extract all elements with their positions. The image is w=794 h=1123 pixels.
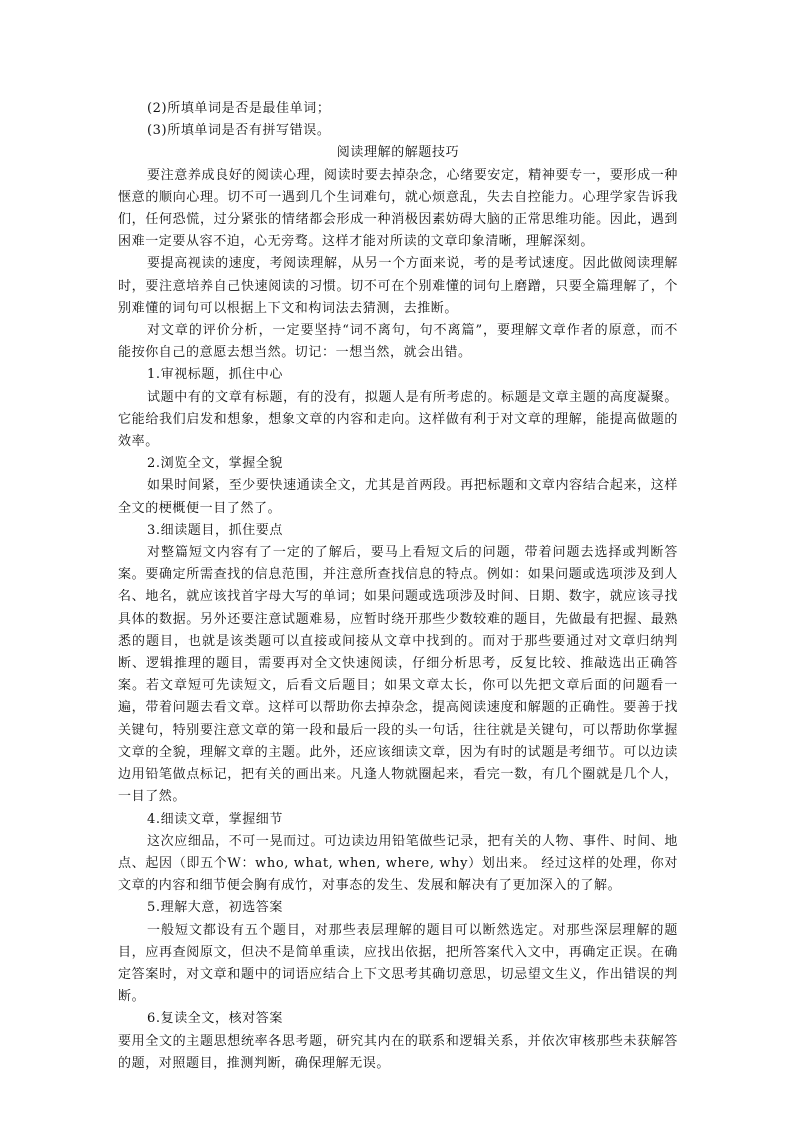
intro-paragraph-2: 要提高视读的速度，考阅读理解，从另一个方面来说，考的是考试速度。因此做阅读理解时，要注意培养自己快速阅读的习惯。切不可在个别难懂的词句上磨蹭，只要全篇理解了，个别难懂的词句可以根据上下文和构词法去猜测，去推断。 bbox=[118, 256, 678, 316]
document-page bbox=[118, 98, 678, 1075]
section-title: 阅读理解的解题技巧 bbox=[336, 145, 460, 161]
criterion-3: (3)所填单词是否有拼写错误。 bbox=[147, 123, 331, 139]
tip-heading-6: 6.复读全文，核对答案 bbox=[147, 1011, 284, 1027]
tip-heading-3: 3.细读题目，抓住要点 bbox=[147, 522, 284, 538]
intro-paragraph-3: 对文章的评价分析，一定要坚持“词不离句，句不离篇”，要理解文章作者的原意，而不能按你自己的意愿去想当然。切记：一想当然，就会出错。 bbox=[118, 323, 678, 361]
intro-paragraph-1: 要注意养成良好的阅读心理，阅读时要去掉杂念，心绪要安定，精神要专一，要形成一种惬意的顺向心理。切不可一遇到几个生词难句，就心烦意乱，失去自控能力。心理学家告诉我们，任何恐慌，过分紧张的情绪都会形成一种消极因素妨碍大脑的正常思维功能。因此，遇到困难一定要从容不迫，心无旁骛。这样才能对所读的文章印象清晰，理解深刻。 bbox=[118, 167, 678, 250]
tip-body-3: 对整篇短文内容有了一定的了解后，要马上看短文后的问题，带着问题去选择或判断答案。要确定所需查找的信息范围，并注意所查找信息的特点。例如：如果问题或选项涉及到人名、地名，就应该找首字母大写的单词；如果问题或选项涉及时间、日期、数字，就应该寻找具体的数据。另外还要注意试题难易，应暂时绕开那些少数较难的题目，先做最有把握、最熟悉的题目，也就是该类题可以直接或间接从文章中找到的。而对于那些要通过对文章归纳判断、逻辑推理的题目，需要再对全文快速阅读，仔细分析思考，反复比较、推敲选出正确答案。若文章短可先读短文，后看文后题目；如果文章太长，你可以先把文章后面的问题看一遍，带着问题去看文章。这样可以帮助你去掉杂念，提高阅读速度和解题的正确性。要善于找关键句，特别要注意文章的第一段和最后一段的头一句话，往往就是关键句，可以帮助你掌握文章的全貌，理解文章的主题。此外，还应该细读文章，因为有时的试题是考细节。可以边读边用铅笔做点标记，把有关的画出来。凡逢人物就圈起来，看完一数，有几个圈就是几个人，一目了然。 bbox=[118, 545, 678, 805]
criterion-2: (2)所填单词是否是最佳单词； bbox=[147, 101, 331, 116]
tip-body-6: 要用全文的主题思想统率各思考题，研究其内在的联系和逻辑关系，并依次审核那些未获解答的题，对照题目，推测判断，确保理解无误。 bbox=[118, 1033, 678, 1071]
tip-heading-1: 1.审视标题，抓住中心 bbox=[147, 367, 284, 383]
tip-heading-4: 4.细读文章，掌握细节 bbox=[147, 811, 284, 827]
tip-body-1: 试题中有的文章有标题，有的没有，拟题人是有所考虑的。标题是文章主题的高度凝聚。它能给我们启发和想象，想象文章的内容和走向。这样做有利于对文章的理解，能提高做题的效率。 bbox=[118, 389, 678, 450]
tip-body-2: 如果时间紧，至少要快速通读全文，尤其是首两段。再把标题和文章内容结合起来，这样全文的梗概便一目了然了。 bbox=[118, 478, 678, 516]
tip-body-4: 这次应细品，不可一晃而过。可边读边用铅笔做些记录，把有关的人物、事件、时间、地点、起因（即五个W：who, what, when, where, why）划出来。 经过这样的处理，你对文章的内容和细节便会胸有成竹，对事态的发生、发展和解决有了更加深入的了解。 bbox=[118, 833, 678, 894]
tip-heading-2: 2.浏览全文，掌握全貌 bbox=[147, 456, 284, 472]
tip-heading-5: 5.理解大意，初选答案 bbox=[147, 900, 284, 916]
tip-body-5: 一般短文都设有五个题目，对那些表层理解的题目可以断然选定。对那些深层理解的题目，应再查阅原文，但决不是简单重读，应找出依据，把所答案代入文中，再确定正误。在确定答案时，对文章和题中的词语应结合上下文思考其确切意思，切忌望文生义，作出错误的判断。 bbox=[118, 922, 678, 1005]
